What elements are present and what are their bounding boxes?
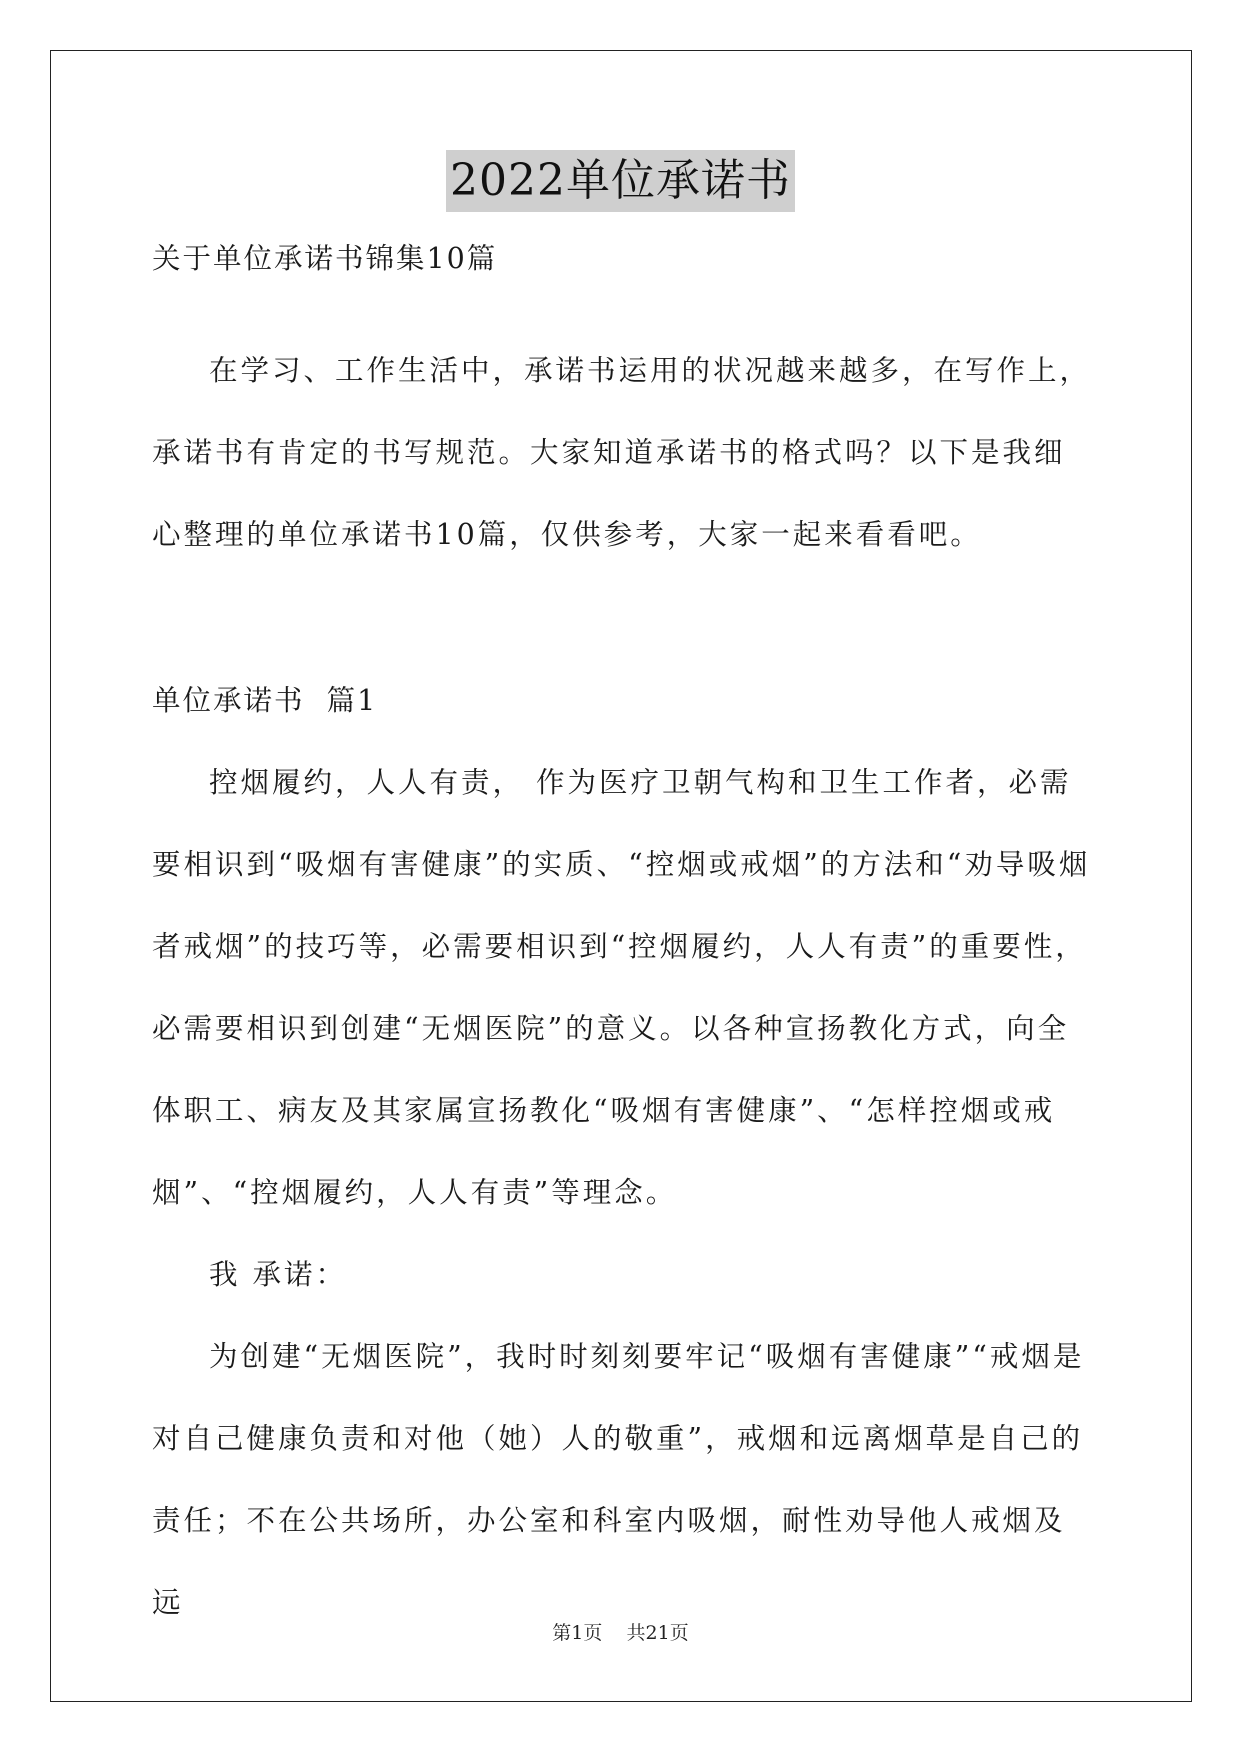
page-footer: 第1页 共21页	[552, 1622, 689, 1644]
intro-block	[152, 330, 1092, 576]
section-heading: 单位承诺书 篇1	[152, 684, 378, 717]
section-body	[152, 742, 1092, 1644]
document-subtitle: 关于单位承诺书锦集10篇	[152, 242, 498, 275]
section-paragraph-2: 我 承诺：	[209, 1258, 348, 1291]
intro-paragraph: 在学习、工作生活中，承诺书运用的状况越来越多，在写作上，承诺书有肯定的书写规范。大家知道承诺书的格式吗？以下是我细心整理的单位承诺书10篇，仅供参考，大家一起来看看吧。	[152, 354, 1092, 551]
document-title: 2022单位承诺书	[446, 150, 795, 212]
section-paragraph-1: 控烟履约，人人有责， 作为医疗卫朝气构和卫生工作者，必需要相识到“吸烟有害健康”的实质、“控烟或戒烟”的方法和“劝导吸烟者戒烟”的技巧等，必需要相识到“控烟履约，人人有责”的重要性，必需要相识到创建“无烟医院”的意义。以各种宣扬教化方式，向全体职工、病友及其家属宣扬教化“吸烟有害健康”、“怎样控烟或戒烟”、“控烟履约，人人有责”等理念。	[152, 766, 1091, 1209]
section-paragraph-3: 为创建“无烟医院”，我时时刻刻要牢记“吸烟有害健康”“戒烟是对自己健康负责和对他（她）人的敬重”，戒烟和远离烟草是自己的责任；不在公共场所，办公室和科室内吸烟，耐性劝导他人戒烟及远	[152, 1340, 1085, 1619]
title-container	[0, 150, 1241, 212]
